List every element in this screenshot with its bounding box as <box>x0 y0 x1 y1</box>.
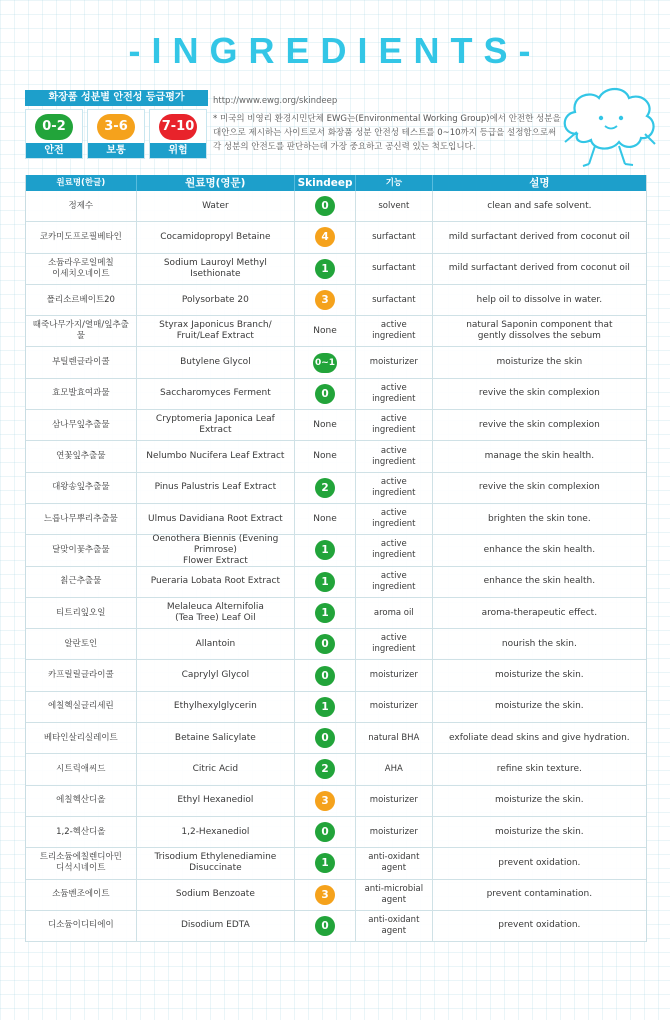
table-row <box>26 441 646 472</box>
english-name-cell: Ethyl Hexanediol <box>137 786 295 816</box>
legend-grade-1 <box>87 109 145 159</box>
english-name-cell: Disodium EDTA <box>137 911 295 941</box>
korean-name-cell: 티트리잎오일 <box>26 598 137 628</box>
function-cell: solvent <box>356 191 433 221</box>
skindeep-score-badge: 0 <box>315 196 335 216</box>
cloud-mascot-icon <box>555 82 660 172</box>
table-row <box>26 817 646 848</box>
skindeep-score-badge: 0 <box>315 634 335 654</box>
table-row <box>26 786 646 817</box>
ewg-info <box>213 94 563 154</box>
skindeep-score-badge: 0 <box>315 916 335 936</box>
table-row <box>26 629 646 660</box>
legend-grades <box>25 109 208 159</box>
korean-name-cell: 트리소듐에칠렌디아민 디석시네이트 <box>26 848 137 878</box>
function-cell: active ingredient <box>356 629 433 659</box>
english-name-cell: Citric Acid <box>137 754 295 784</box>
korean-name-cell: 에칠헥실글리세린 <box>26 692 137 722</box>
skindeep-cell <box>295 848 356 878</box>
table-row <box>26 754 646 785</box>
skindeep-cell <box>295 660 356 690</box>
table-header <box>26 175 646 191</box>
table-row <box>26 660 646 691</box>
english-name-cell: Pueraria Lobata Root Extract <box>137 567 295 597</box>
table-row <box>26 723 646 754</box>
english-name-cell: Trisodium Ethylenediamine Disuccinate <box>137 848 295 878</box>
table-row <box>26 379 646 410</box>
table-row <box>26 410 646 441</box>
grade-range-badge: 7-10 <box>159 114 197 140</box>
function-cell: moisturizer <box>356 692 433 722</box>
ewg-description: * 미국의 비영리 환경시민단체 EWG는(Environmental Working Group)에서 안전한 성분을 대안으로 제시하는 사이트로서 화장품 성분 안전성 테스트를 0~10까지 등급을 설정함으로써 각 성분의 안전도를 판단하는데 가장 중요하고 공신력 있는 척도입니다. <box>213 114 561 152</box>
description-cell: natural Saponin component that gently dissolves the sebum <box>466 320 613 342</box>
korean-name-cell: 정제수 <box>26 191 137 221</box>
header-english-name: 원료명(영문) <box>137 175 295 191</box>
description-cell: enhance the skin health. <box>483 576 596 587</box>
function-cell: active ingredient <box>356 316 433 346</box>
description-cell: aroma-therapeutic effect. <box>481 607 598 618</box>
korean-name-cell: 효모발효여과물 <box>26 379 137 409</box>
korean-name-cell: 코카미도프로필베타인 <box>26 222 137 252</box>
korean-name-cell: 연꽃잎추출물 <box>26 441 137 471</box>
function-cell: moisturizer <box>356 817 433 847</box>
korean-name-cell: 디소듐이디티에이 <box>26 911 137 941</box>
skindeep-cell <box>295 347 356 377</box>
table-row <box>26 598 646 629</box>
description-cell: prevent oxidation. <box>498 857 581 868</box>
description-cell: exfoliate dead skins and give hydration. <box>449 732 630 743</box>
description-cell: moisturize the skin <box>496 357 583 368</box>
function-cell: surfactant <box>356 254 433 284</box>
function-cell: surfactant <box>356 285 433 315</box>
korean-name-cell: 칡근추출물 <box>26 567 137 597</box>
skindeep-cell <box>295 504 356 534</box>
english-name-cell: Ethylhexylglycerin <box>137 692 295 722</box>
skindeep-score-badge: 1 <box>315 603 335 623</box>
description-cell: moisturize the skin. <box>495 670 584 681</box>
korean-name-cell: 시트릭애씨드 <box>26 754 137 784</box>
description-cell: manage the skin health. <box>484 451 595 462</box>
english-name-cell: Allantoin <box>137 629 295 659</box>
function-cell: aroma oil <box>356 598 433 628</box>
function-cell: active ingredient <box>356 535 433 565</box>
english-name-cell: Nelumbo Nucifera Leaf Extract <box>137 441 295 471</box>
korean-name-cell: 카프릴릴글라이콜 <box>26 660 137 690</box>
english-name-cell: Sodium Benzoate <box>137 880 295 910</box>
skindeep-cell <box>295 254 356 284</box>
function-cell: moisturizer <box>356 660 433 690</box>
skindeep-score-text: None <box>313 451 337 462</box>
function-cell: active ingredient <box>356 441 433 471</box>
skindeep-score-badge: 1 <box>315 540 335 560</box>
table-row <box>26 222 646 253</box>
table-row <box>26 254 646 285</box>
table-row <box>26 347 646 378</box>
function-cell: active ingredient <box>356 379 433 409</box>
skindeep-score-text: None <box>313 325 337 336</box>
skindeep-cell <box>295 473 356 503</box>
skindeep-score-badge: 0~1 <box>313 353 337 373</box>
function-cell: surfactant <box>356 222 433 252</box>
description-cell: prevent oxidation. <box>498 920 581 931</box>
korean-name-cell: 폴리소르베이트20 <box>26 285 137 315</box>
skindeep-score-badge: 0 <box>315 822 335 842</box>
skindeep-cell <box>295 379 356 409</box>
skindeep-cell <box>295 441 356 471</box>
english-name-cell: Oenothera Biennis (Evening Primrose) Flower Extract <box>137 535 295 565</box>
korean-name-cell: 소듐벤조에이트 <box>26 880 137 910</box>
skindeep-score-text: None <box>313 419 337 430</box>
function-cell: anti-oxidant agent <box>356 911 433 941</box>
function-cell: active ingredient <box>356 473 433 503</box>
english-name-cell: Cryptomeria Japonica Leaf Extract <box>137 410 295 440</box>
ingredients-table <box>25 175 647 942</box>
korean-name-cell: 느릅나무뿌리추출물 <box>26 504 137 534</box>
skindeep-cell <box>295 880 356 910</box>
legend-heading: 화장품 성분별 안전성 등급평가 <box>25 90 208 106</box>
korean-name-cell: 달맞이꽃추출물 <box>26 535 137 565</box>
skindeep-cell <box>295 754 356 784</box>
table-row <box>26 535 646 566</box>
table-row <box>26 911 646 942</box>
description-cell: revive the skin complexion <box>478 482 600 493</box>
skindeep-score-badge: 0 <box>315 666 335 686</box>
description-cell: mild surfactant derived from coconut oil <box>448 263 630 274</box>
skindeep-score-badge: 1 <box>315 697 335 717</box>
table-row <box>26 692 646 723</box>
skindeep-score-badge: 4 <box>315 227 335 247</box>
skindeep-cell <box>295 410 356 440</box>
skindeep-cell <box>295 598 356 628</box>
skindeep-cell <box>295 316 356 346</box>
grade-label: 위험 <box>150 143 206 158</box>
function-cell: moisturizer <box>356 347 433 377</box>
skindeep-score-badge: 1 <box>315 853 335 873</box>
description-cell: enhance the skin health. <box>483 544 596 555</box>
description-cell: brighten the skin tone. <box>488 513 591 524</box>
skindeep-score-badge: 3 <box>315 791 335 811</box>
grade-range-badge: 3-6 <box>97 114 135 140</box>
skindeep-cell <box>295 817 356 847</box>
korean-name-cell: 삼나무잎추출물 <box>26 410 137 440</box>
english-name-cell: Betaine Salicylate <box>137 723 295 753</box>
skindeep-score-badge: 3 <box>315 290 335 310</box>
table-row <box>26 848 646 879</box>
korean-name-cell: 1,2-헥산디올 <box>26 817 137 847</box>
skindeep-score-badge: 2 <box>315 478 335 498</box>
english-name-cell: Butylene Glycol <box>137 347 295 377</box>
description-cell: moisturize the skin. <box>495 826 584 837</box>
page-title: -INGREDIENTS- <box>128 30 542 71</box>
korean-name-cell: 때죽나무가지/열매/잎추출물 <box>26 316 137 346</box>
function-cell: active ingredient <box>356 567 433 597</box>
skindeep-cell <box>295 786 356 816</box>
skindeep-cell <box>295 911 356 941</box>
skindeep-score-badge: 2 <box>315 759 335 779</box>
description-cell: clean and safe solvent. <box>487 200 592 211</box>
korean-name-cell: 부틸렌글라이콜 <box>26 347 137 377</box>
skindeep-cell <box>295 285 356 315</box>
description-cell: prevent contamination. <box>486 889 593 900</box>
skindeep-cell <box>295 723 356 753</box>
skindeep-score-badge: 3 <box>315 885 335 905</box>
table-body <box>26 191 646 942</box>
grade-label: 보통 <box>88 143 144 158</box>
header-description: 설명 <box>529 177 550 189</box>
skindeep-cell <box>295 535 356 565</box>
korean-name-cell: 에칠헥산디올 <box>26 786 137 816</box>
english-name-cell: 1,2-Hexanediol <box>137 817 295 847</box>
english-name-cell: Water <box>137 191 295 221</box>
legend-grade-2 <box>149 109 207 159</box>
description-cell: mild surfactant derived from coconut oil <box>448 231 630 242</box>
description-cell: moisturize the skin. <box>495 795 584 806</box>
skindeep-score-badge: 0 <box>315 384 335 404</box>
description-cell: revive the skin complexion <box>478 388 600 399</box>
english-name-cell: Cocamidopropyl Betaine <box>137 222 295 252</box>
table-row <box>26 473 646 504</box>
english-name-cell: Caprylyl Glycol <box>137 660 295 690</box>
skindeep-cell <box>295 692 356 722</box>
ewg-grade-legend <box>25 90 208 159</box>
header-korean-name: 원료명(한글) <box>26 175 137 191</box>
english-name-cell: Pinus Palustris Leaf Extract <box>137 473 295 503</box>
function-cell: active ingredient <box>356 504 433 534</box>
ewg-link[interactable]: http://www.ewg.org/skindeep <box>213 96 338 106</box>
description-cell: nourish the skin. <box>501 638 577 649</box>
function-cell: AHA <box>356 754 433 784</box>
description-cell: refine skin texture. <box>496 763 582 774</box>
skindeep-cell <box>295 191 356 221</box>
table-row <box>26 191 646 222</box>
table-row <box>26 285 646 316</box>
description-cell: revive the skin complexion <box>478 419 600 430</box>
korean-name-cell: 알란토인 <box>26 629 137 659</box>
skindeep-score-badge: 0 <box>315 728 335 748</box>
english-name-cell: Saccharomyces Ferment <box>137 379 295 409</box>
english-name-cell: Polysorbate 20 <box>137 285 295 315</box>
skindeep-score-badge: 1 <box>315 572 335 592</box>
grade-range-badge: 0-2 <box>35 114 73 140</box>
legend-grade-0 <box>25 109 83 159</box>
english-name-cell: Melaleuca Alternifolia (Tea Tree) Leaf Oil <box>137 598 295 628</box>
description-cell: moisturize the skin. <box>495 701 584 712</box>
header-skindeep: Skindeep <box>295 175 356 191</box>
english-name-cell: Sodium Lauroyl Methyl Isethionate <box>137 254 295 284</box>
function-cell: moisturizer <box>356 786 433 816</box>
table-row <box>26 316 646 347</box>
function-cell: anti-microbial agent <box>356 880 433 910</box>
english-name-cell: Ulmus Davidiana Root Extract <box>137 504 295 534</box>
skindeep-cell <box>295 222 356 252</box>
skindeep-cell <box>295 629 356 659</box>
table-row <box>26 880 646 911</box>
table-row <box>26 504 646 535</box>
function-cell: anti-oxidant agent <box>356 848 433 878</box>
description-cell: help oil to dissolve in water. <box>476 294 603 305</box>
header-function: 기능 <box>356 175 433 191</box>
grade-label: 안전 <box>26 143 82 158</box>
korean-name-cell: 베타인살리실레이트 <box>26 723 137 753</box>
skindeep-score-badge: 1 <box>315 259 335 279</box>
function-cell: active ingredient <box>356 410 433 440</box>
korean-name-cell: 소듐라우로일메칠 이세치오네이트 <box>26 254 137 284</box>
korean-name-cell: 대왕송잎추출물 <box>26 473 137 503</box>
english-name-cell: Styrax Japonicus Branch/ Fruit/Leaf Extract <box>137 316 295 346</box>
skindeep-score-text: None <box>313 513 337 524</box>
function-cell: natural BHA <box>356 723 433 753</box>
skindeep-cell <box>295 567 356 597</box>
table-row <box>26 567 646 598</box>
